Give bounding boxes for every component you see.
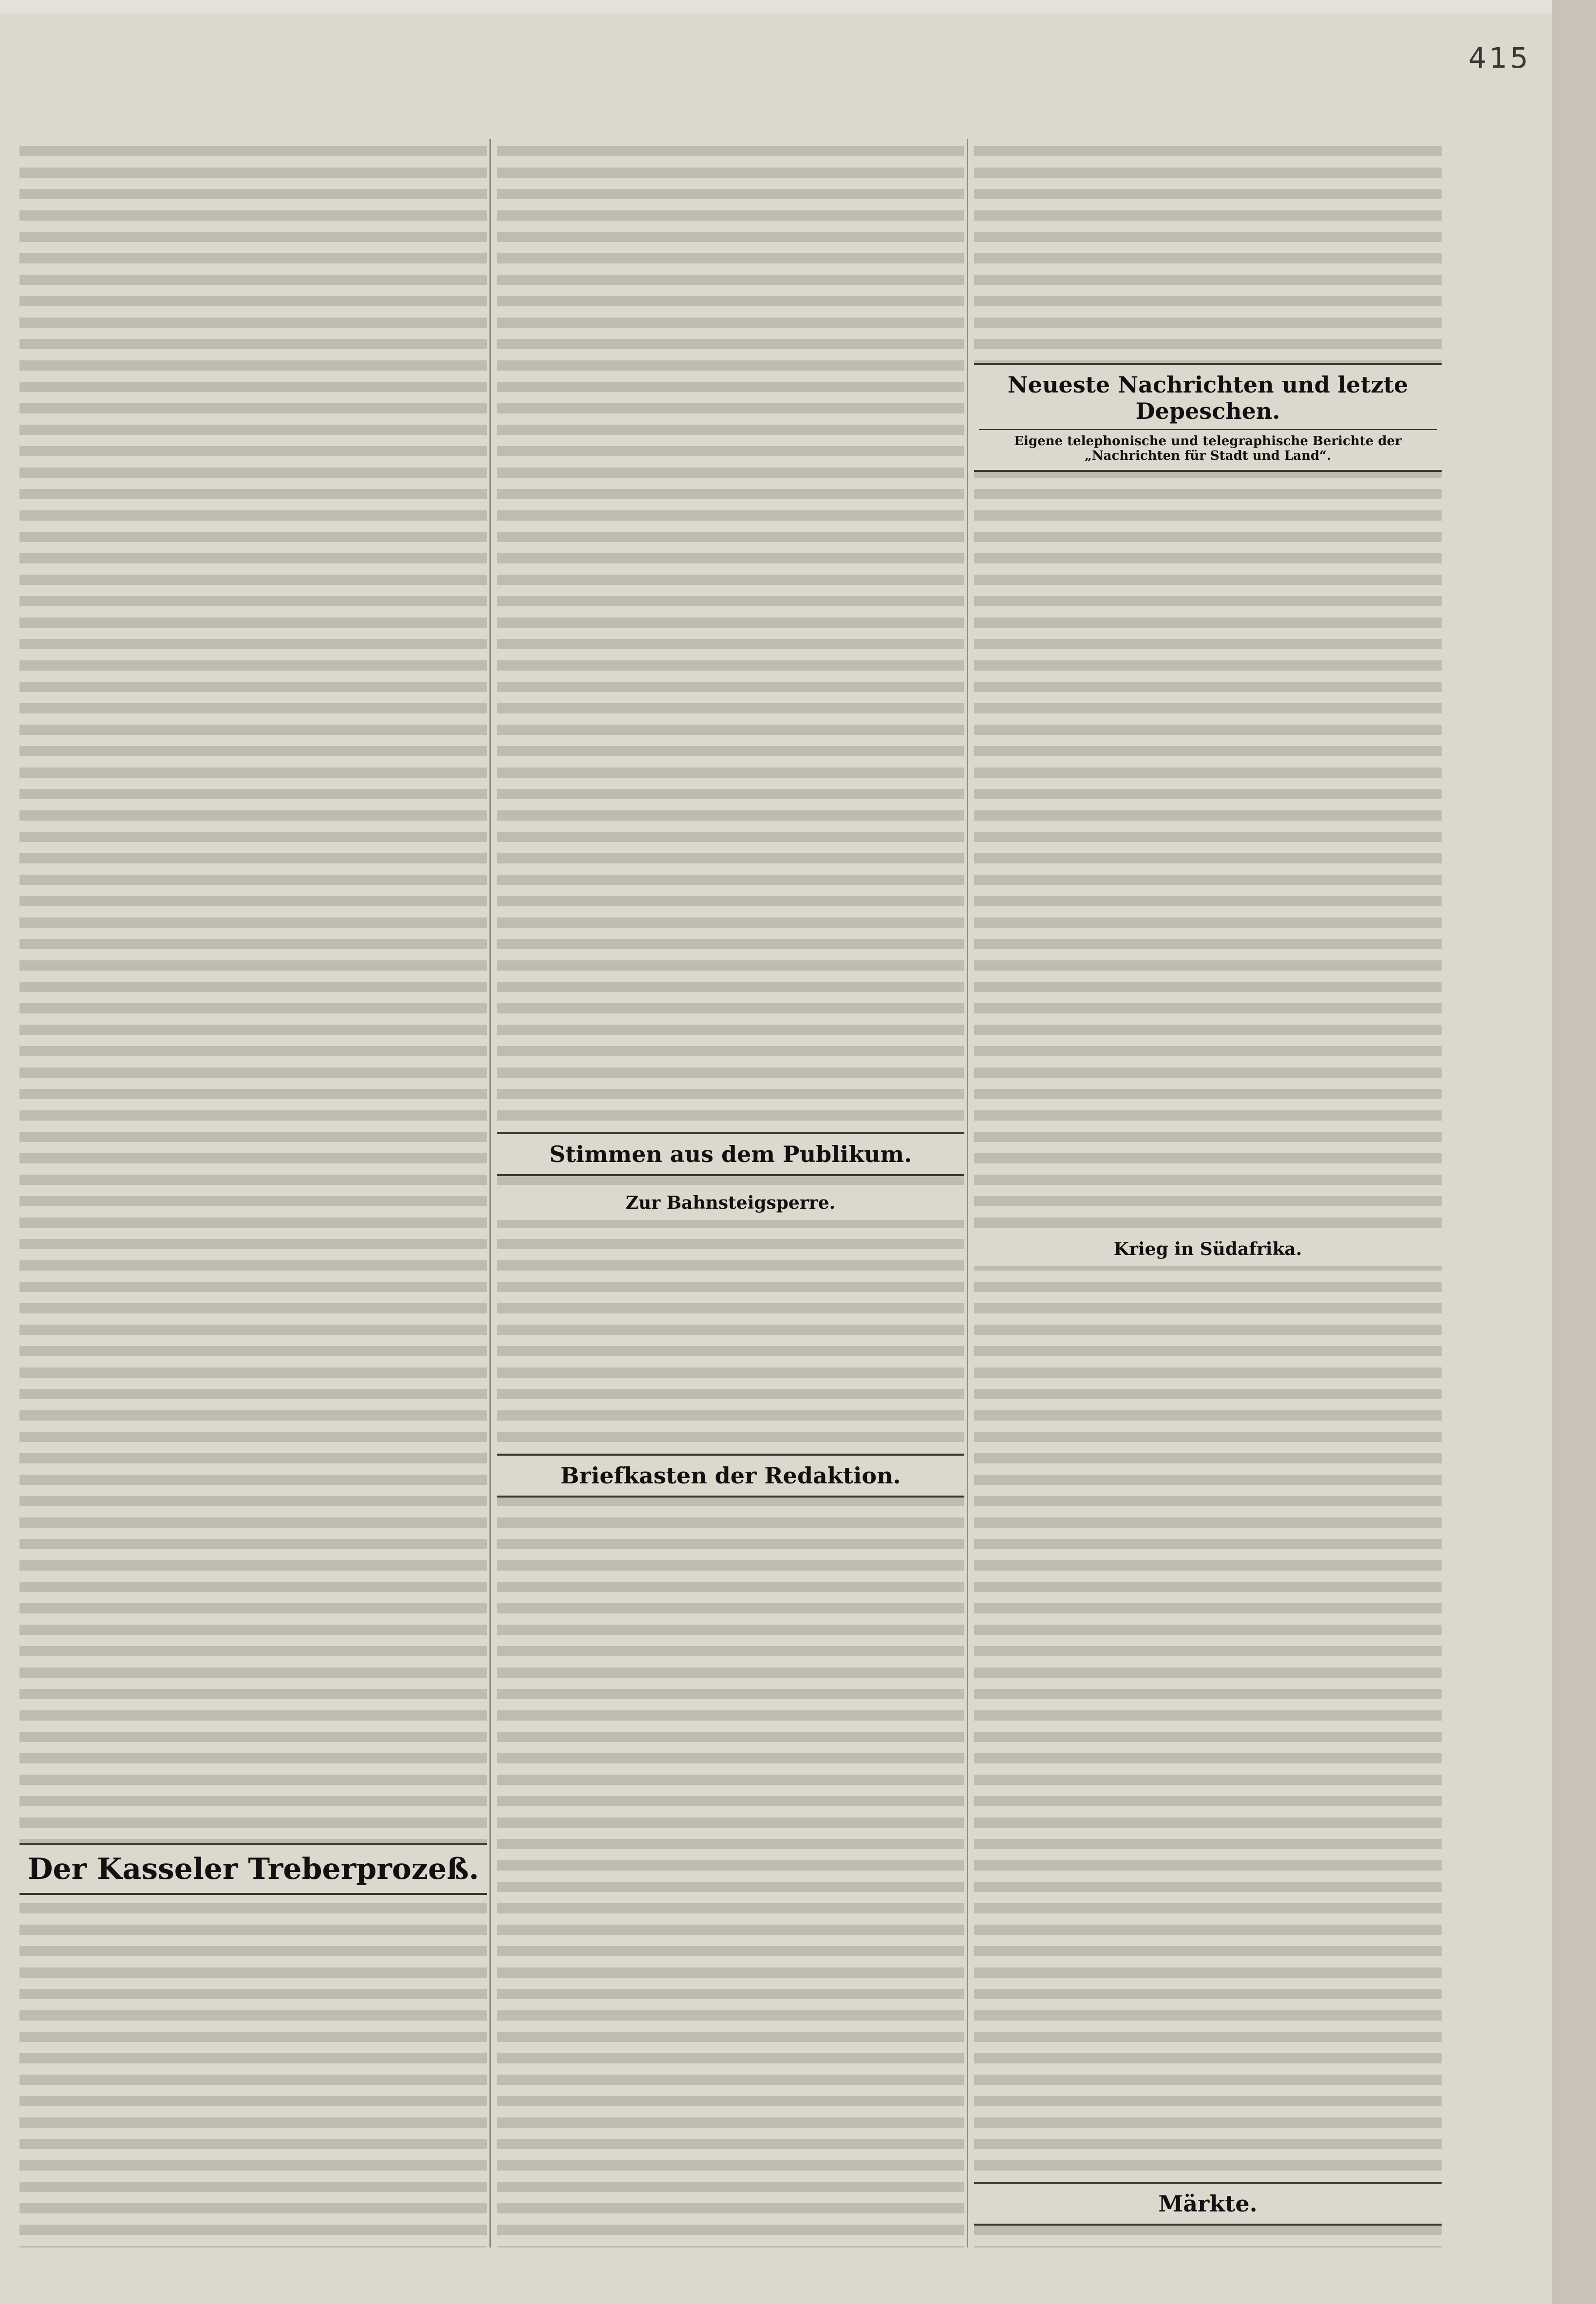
column-right <box>974 139 1442 2248</box>
column-middle <box>497 139 964 2248</box>
heading-kasseler-treberprozess: Der Kasseler Treberprozeß. <box>19 1843 487 1895</box>
heading-stimmen-aus-dem-publikum: Stimmen aus dem Publikum. <box>497 1132 964 1176</box>
column-rule-1 <box>489 139 491 2248</box>
column-rule-2 <box>967 139 968 2248</box>
page-top-edge <box>0 0 1596 14</box>
heading-neueste-title: Neueste Nachrichten und letzte Depeschen. <box>1007 372 1408 424</box>
heading-briefkasten: Briefkasten der Redaktion. <box>497 1454 964 1498</box>
heading-neueste-nachrichten <box>974 363 1442 472</box>
heading-neueste-subtitle: Eigene telephonische und telegraphische Berichte der „Nachrichten für Stadt und Land“. <box>979 429 1437 463</box>
page-number: 415 <box>1468 41 1531 75</box>
heading-maerkte: Märkte. <box>974 2182 1442 2226</box>
page-right-edge <box>1552 0 1596 2304</box>
heading-bahnsteigsperre: Zur Bahnsteigsperre. <box>497 1186 964 1220</box>
column-left <box>19 139 487 2248</box>
heading-krieg-in-suedafrika: Krieg in Südafrika. <box>974 1232 1442 1266</box>
